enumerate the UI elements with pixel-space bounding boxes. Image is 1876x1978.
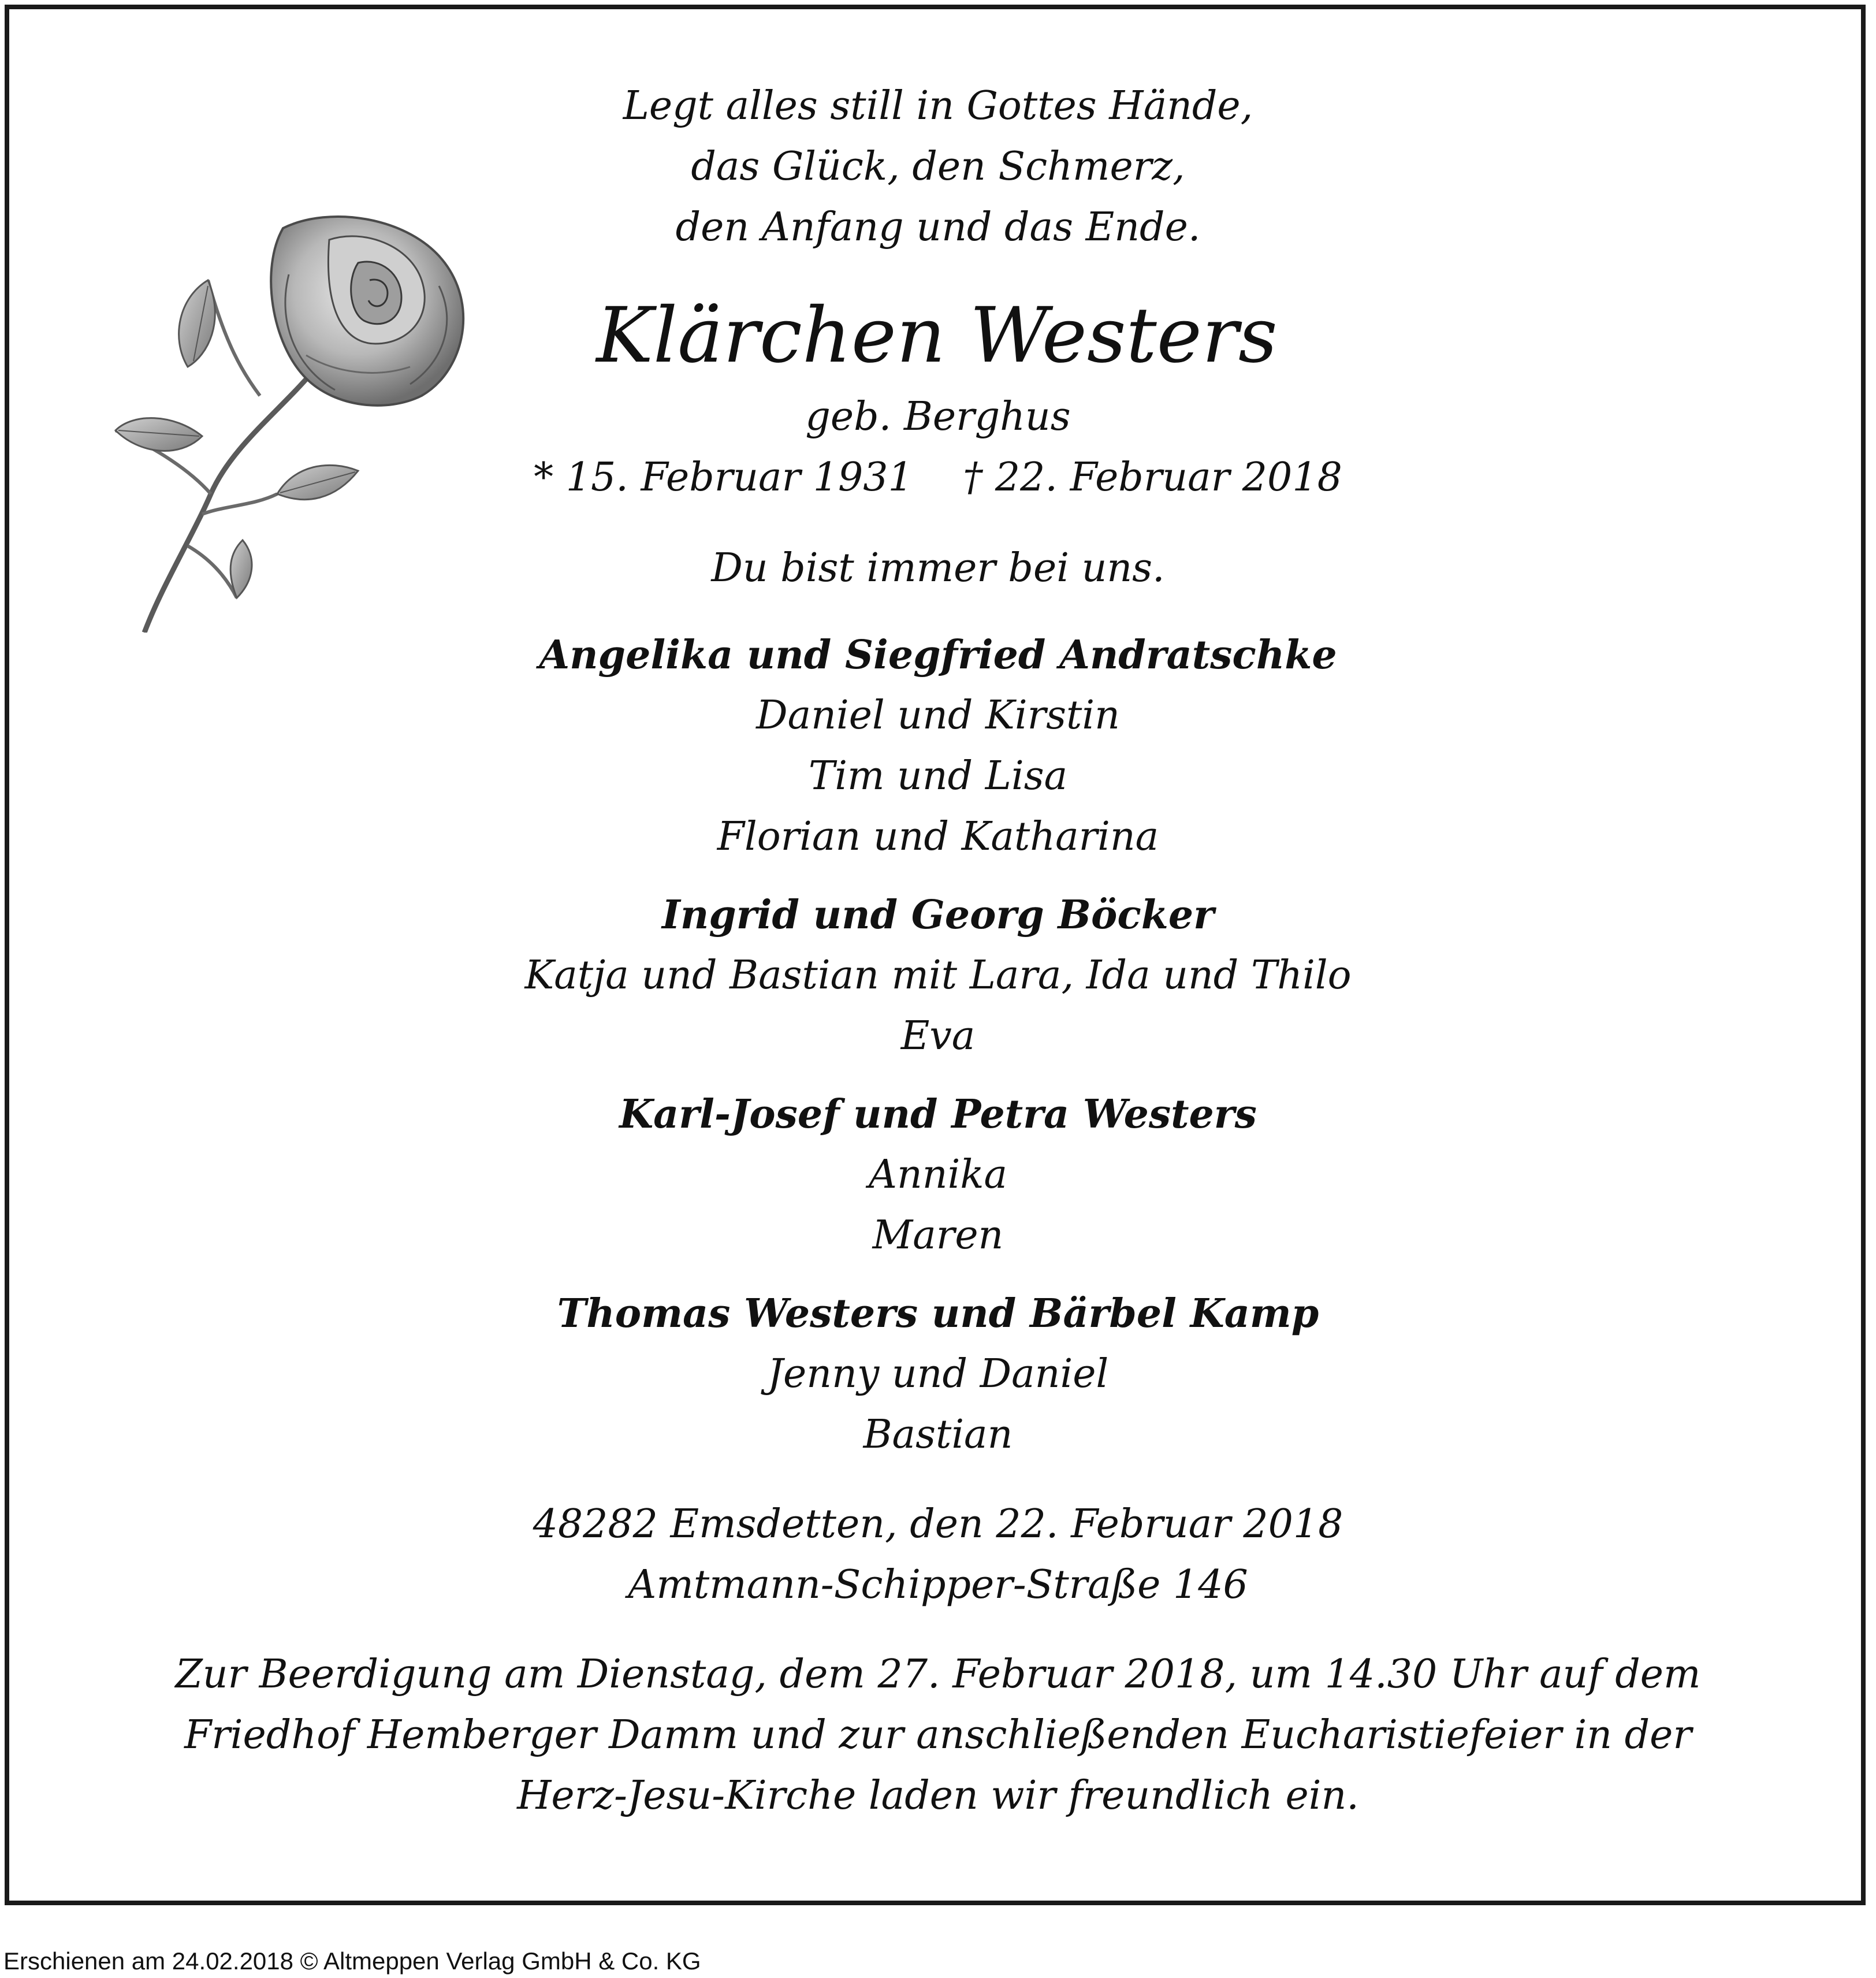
family-head: Angelika und Siegfried Andratschke [539, 632, 1337, 678]
family-member: Daniel und Kirstin [756, 693, 1120, 738]
life-dates: * 15. Februar 1931 † 22. Februar 2018 [534, 455, 1342, 500]
funeral-text: Friedhof Hemberger Damm und zur anschließenden Eucharistiefeier in der [184, 1712, 1692, 1758]
place-date: 48282 Emsdetten, den 22. Februar 2018 [533, 1501, 1343, 1547]
family-member: Katja und Bastian mit Lara, Ida und Thilo [524, 953, 1352, 998]
funeral-text: Herz-Jesu-Kirche laden wir freundlich ein. [517, 1773, 1359, 1819]
family-member: Maren [872, 1213, 1004, 1258]
funeral-text: Zur Beerdigung am Dienstag, dem 27. Februar 2018, um 14.30 Uhr auf dem [175, 1652, 1701, 1697]
verse-line: das Glück, den Schmerz, [691, 144, 1185, 189]
family-head: Thomas Westers und Bärbel Kamp [557, 1291, 1319, 1337]
family-member: Jenny und Daniel [767, 1351, 1109, 1397]
family-member: Florian und Katharina [717, 814, 1159, 860]
family-member: Annika [868, 1152, 1008, 1198]
deceased-name: Klärchen Westers [596, 291, 1278, 380]
family-member: Bastian [863, 1412, 1013, 1458]
verse-line: den Anfang und das Ende. [675, 205, 1201, 250]
verse-line: Legt alles still in Gottes Hände, [623, 83, 1253, 129]
publication-footer: Erschienen am 24.02.2018 © Altmeppen Verlag GmbH & Co. KG [3, 1947, 701, 1975]
maiden-name: geb. Berghus [805, 394, 1071, 440]
family-member: Tim und Lisa [808, 753, 1068, 799]
family-head: Karl-Josef und Petra Westers [619, 1091, 1257, 1137]
street-address: Amtmann-Schipper-Straße 146 [628, 1562, 1248, 1608]
motto: Du bist immer bei uns. [711, 545, 1165, 591]
family-member: Eva [900, 1013, 976, 1059]
family-head: Ingrid und Georg Böcker [662, 892, 1214, 938]
